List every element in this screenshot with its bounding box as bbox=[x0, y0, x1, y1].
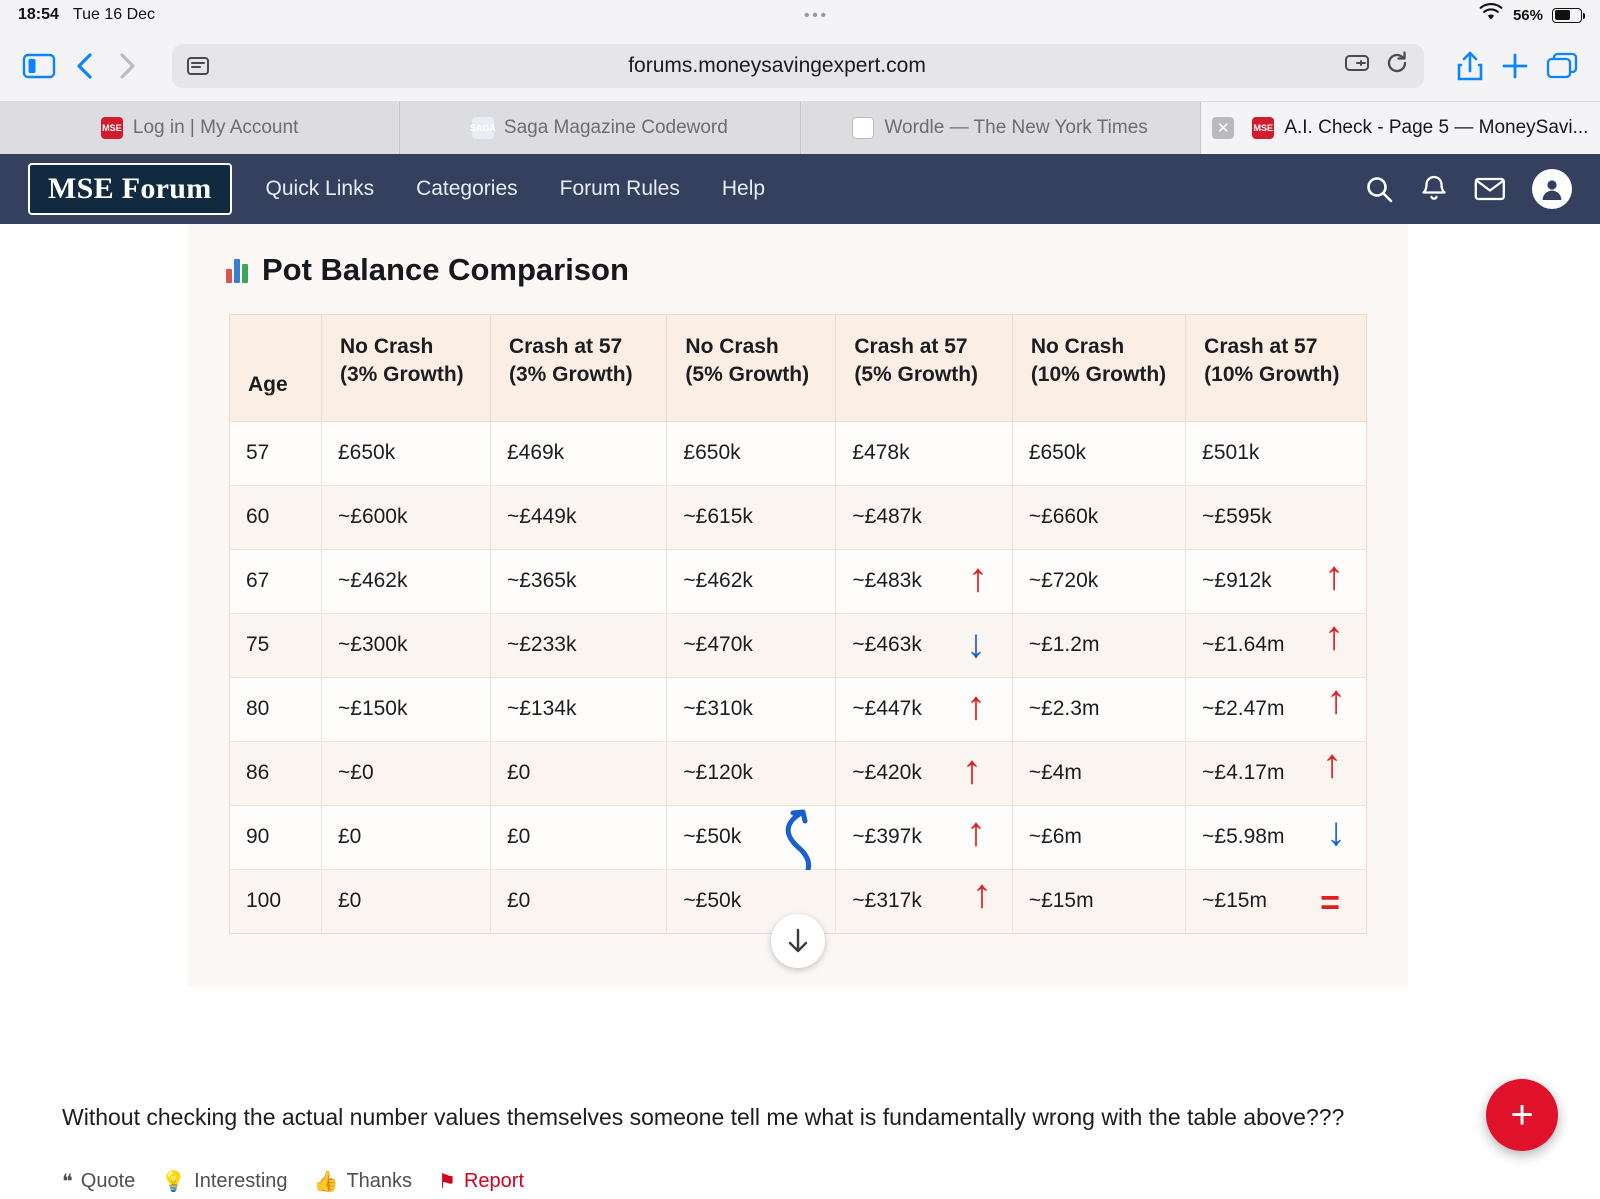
battery-percent: 56% bbox=[1512, 6, 1543, 24]
cell-text: ~£5.98m bbox=[1202, 825, 1285, 849]
cell-value bbox=[836, 805, 1012, 869]
col-crash-57-10: Crash at 57 (10% Growth) bbox=[1186, 315, 1367, 422]
tab-title: Log in | My Account bbox=[132, 117, 299, 138]
cell-text: ~£483k bbox=[852, 569, 922, 593]
browser-tab-active[interactable] bbox=[1201, 102, 1600, 154]
cell-value: £501k bbox=[1186, 421, 1367, 485]
cell-value: ~£462k bbox=[667, 549, 836, 613]
cell-value bbox=[1186, 613, 1367, 677]
cell-value: ~£0 bbox=[322, 741, 491, 805]
report-button[interactable] bbox=[438, 1169, 524, 1194]
cell-text: ~£50k bbox=[683, 825, 742, 849]
ios-status-bar bbox=[0, 0, 1600, 30]
cell-value: ~£120k bbox=[667, 741, 836, 805]
cell-value bbox=[836, 613, 1012, 677]
cell-text: ~£912k bbox=[1202, 569, 1272, 593]
cell-value bbox=[836, 677, 1012, 741]
cell-value: £0 bbox=[322, 869, 491, 933]
cell-value bbox=[836, 549, 1012, 613]
post-card bbox=[188, 224, 1408, 986]
cell-value: ~£365k bbox=[490, 549, 666, 613]
browser-tab[interactable] bbox=[0, 102, 400, 154]
cell-text: ~£317k bbox=[852, 889, 922, 913]
cell-value: ~£6m bbox=[1012, 805, 1185, 869]
annotation-dash: = bbox=[1320, 883, 1340, 922]
cell-value: ~£1.2m bbox=[1012, 613, 1185, 677]
col-age: Age bbox=[230, 315, 322, 422]
mse-favicon: MSE bbox=[1252, 117, 1274, 139]
annotation-up-arrow: ↑ bbox=[965, 683, 986, 728]
cell-value: ~£134k bbox=[490, 677, 666, 741]
nav-categories[interactable]: Categories bbox=[416, 177, 518, 200]
search-icon[interactable] bbox=[1364, 174, 1394, 204]
card-title-row bbox=[226, 252, 1388, 288]
post-body-text: Without checking the actual number values themselves someone tell me what is fundamentally wrong with the table above??? bbox=[62, 1104, 1345, 1130]
cell-value: ~£660k bbox=[1012, 485, 1185, 549]
cell-value: ~£470k bbox=[667, 613, 836, 677]
cell-age: 57 bbox=[230, 421, 322, 485]
cell-value: £650k bbox=[1012, 421, 1185, 485]
col-crash-57-3: Crash at 57 (3% Growth) bbox=[490, 315, 666, 422]
cell-age: 86 bbox=[230, 741, 322, 805]
annotation-up-arrow: ↑ bbox=[971, 871, 992, 916]
cell-age: 80 bbox=[230, 677, 322, 741]
browser-toolbar bbox=[0, 30, 1600, 102]
cell-value: £650k bbox=[667, 421, 836, 485]
extensions-icon[interactable] bbox=[1344, 52, 1370, 79]
annotation-down-arrow: ↓ bbox=[965, 621, 986, 666]
thanks-button[interactable] bbox=[314, 1169, 413, 1194]
status-dots: ••• bbox=[804, 6, 829, 24]
cell-text: ~£397k bbox=[852, 825, 922, 849]
table-row bbox=[230, 613, 1367, 677]
status-time: 18:54 bbox=[18, 6, 59, 23]
cell-value: ~£462k bbox=[322, 549, 491, 613]
wifi-icon bbox=[1478, 3, 1504, 27]
url-text[interactable]: forums.moneysavingexpert.com bbox=[628, 53, 926, 77]
cell-value bbox=[836, 741, 1012, 805]
battery-icon bbox=[1552, 8, 1582, 23]
cell-value: £0 bbox=[490, 869, 666, 933]
cell-value: £469k bbox=[490, 421, 666, 485]
pot-balance-table bbox=[229, 314, 1367, 934]
cell-text: ~£447k bbox=[852, 697, 922, 721]
cell-value: ~£487k bbox=[836, 485, 1012, 549]
cell-value bbox=[1186, 805, 1367, 869]
bell-icon[interactable] bbox=[1420, 174, 1448, 204]
back-icon[interactable] bbox=[72, 51, 98, 81]
reload-icon[interactable] bbox=[1384, 50, 1410, 81]
quote-icon: ❝ bbox=[62, 1171, 73, 1193]
cell-value: ~£310k bbox=[667, 677, 836, 741]
table-header-row bbox=[230, 315, 1367, 422]
site-logo[interactable]: MSE Forum bbox=[28, 163, 232, 215]
annotation-up-arrow: ↑ bbox=[967, 555, 988, 600]
interesting-label: Interesting bbox=[194, 1170, 288, 1192]
cell-value bbox=[836, 869, 1012, 933]
cell-value bbox=[1186, 869, 1367, 933]
compose-fab-button[interactable]: + bbox=[1486, 1079, 1558, 1151]
mse-favicon: MSE bbox=[101, 117, 123, 139]
account-avatar[interactable] bbox=[1532, 169, 1572, 209]
cell-value: ~£50k bbox=[667, 869, 836, 933]
cell-value: £0 bbox=[490, 741, 666, 805]
cell-value: ~£300k bbox=[322, 613, 491, 677]
interesting-button[interactable] bbox=[161, 1169, 287, 1194]
forum-header bbox=[0, 154, 1600, 224]
cell-age: 67 bbox=[230, 549, 322, 613]
browser-tab[interactable] bbox=[400, 102, 800, 154]
new-tab-icon[interactable] bbox=[1500, 51, 1530, 81]
table-row bbox=[230, 741, 1367, 805]
scroll-down-button[interactable] bbox=[771, 914, 825, 968]
nav-help[interactable]: Help bbox=[721, 177, 766, 200]
cell-value bbox=[1186, 549, 1367, 613]
share-icon[interactable] bbox=[1456, 50, 1484, 82]
tabs-overview-icon[interactable] bbox=[1546, 52, 1578, 80]
annotation-down-arrow: ↓ bbox=[1326, 809, 1346, 854]
wordle-favicon: ▦ bbox=[852, 117, 874, 139]
tab-title: A.I. Check - Page 5 — MoneySavi... bbox=[1284, 117, 1589, 138]
thanks-label: Thanks bbox=[346, 1170, 413, 1192]
cell-value: ~£2.3m bbox=[1012, 677, 1185, 741]
annotation-up-arrow: ↑ bbox=[965, 809, 986, 854]
cell-text: ~£420k bbox=[852, 761, 922, 785]
cell-value: ~£449k bbox=[490, 485, 666, 549]
cell-value: £0 bbox=[322, 805, 491, 869]
status-date: Tue 16 Dec bbox=[72, 6, 156, 23]
annotation-up-arrow: ↑ bbox=[1324, 613, 1344, 658]
tab-title: Saga Magazine Codeword bbox=[503, 117, 728, 138]
post-action-bar bbox=[62, 1169, 524, 1194]
cell-value: £478k bbox=[836, 421, 1012, 485]
cell-value: ~£600k bbox=[322, 485, 491, 549]
annotation-up-arrow: ↑ bbox=[1322, 741, 1342, 786]
close-icon[interactable]: ✕ bbox=[1212, 117, 1234, 139]
cell-age: 100 bbox=[230, 869, 322, 933]
cell-age: 90 bbox=[230, 805, 322, 869]
annotation-up-arrow: ↑ bbox=[1324, 553, 1344, 598]
lightbulb-icon: 💡 bbox=[161, 1171, 187, 1193]
tab-title: Wordle — The New York Times bbox=[884, 117, 1148, 138]
cell-value: ~£150k bbox=[322, 677, 491, 741]
cell-value bbox=[1186, 677, 1367, 741]
table-row bbox=[230, 677, 1367, 741]
cell-value: ~£233k bbox=[490, 613, 666, 677]
cell-value: £0 bbox=[490, 805, 666, 869]
col-no-crash-3: No Crash (3% Growth) bbox=[322, 315, 491, 422]
cell-value: ~£615k bbox=[667, 485, 836, 549]
browser-tab-bar bbox=[0, 102, 1600, 154]
cell-age: 60 bbox=[230, 485, 322, 549]
cell-value: ~£720k bbox=[1012, 549, 1185, 613]
report-label: Report bbox=[463, 1170, 525, 1192]
address-bar[interactable] bbox=[172, 44, 1424, 88]
cell-value: ~£4m bbox=[1012, 741, 1185, 805]
cell-text: ~£4.17m bbox=[1202, 761, 1285, 785]
browser-tab[interactable] bbox=[801, 102, 1201, 154]
col-no-crash-5: No Crash (5% Growth) bbox=[667, 315, 836, 422]
annotation-up-arrow: ↑ bbox=[1326, 677, 1346, 722]
sidebar-icon[interactable] bbox=[22, 52, 56, 80]
envelope-icon[interactable] bbox=[1474, 176, 1506, 202]
cell-text: ~£1.64m bbox=[1202, 633, 1285, 657]
cell-age: 75 bbox=[230, 613, 322, 677]
cell-text: ~£2.47m bbox=[1202, 697, 1285, 721]
annotation-up-arrow: ↑ bbox=[961, 747, 982, 792]
table-row bbox=[230, 549, 1367, 613]
cell-value: ~£15m bbox=[1012, 869, 1185, 933]
nav-quick-links[interactable]: Quick Links bbox=[265, 177, 375, 200]
reader-view-icon[interactable] bbox=[186, 55, 210, 77]
flag-icon: ⚑ bbox=[438, 1171, 456, 1193]
bar-chart-icon bbox=[226, 257, 248, 283]
cell-text: ~£15m bbox=[1202, 889, 1267, 913]
cell-value: ~£595k bbox=[1186, 485, 1367, 549]
cell-text: ~£463k bbox=[852, 633, 922, 657]
cell-value bbox=[667, 805, 836, 869]
col-crash-57-5: Crash at 57 (5% Growth) bbox=[836, 315, 1012, 422]
cell-value: £650k bbox=[322, 421, 491, 485]
table-row bbox=[230, 805, 1367, 869]
quote-button[interactable] bbox=[62, 1169, 135, 1194]
quote-label: Quote bbox=[80, 1170, 136, 1192]
page-content bbox=[0, 224, 1600, 1199]
page-title: Pot Balance Comparison bbox=[262, 252, 629, 287]
nav-forum-rules[interactable]: Forum Rules bbox=[559, 177, 680, 200]
cell-value bbox=[1186, 741, 1367, 805]
saga-favicon: SAGA bbox=[472, 117, 494, 139]
thumbs-up-icon: 👍 bbox=[313, 1171, 339, 1193]
forward-icon bbox=[114, 51, 140, 81]
table-row bbox=[230, 485, 1367, 549]
table-row bbox=[230, 421, 1367, 485]
col-no-crash-10: No Crash (10% Growth) bbox=[1012, 315, 1185, 422]
